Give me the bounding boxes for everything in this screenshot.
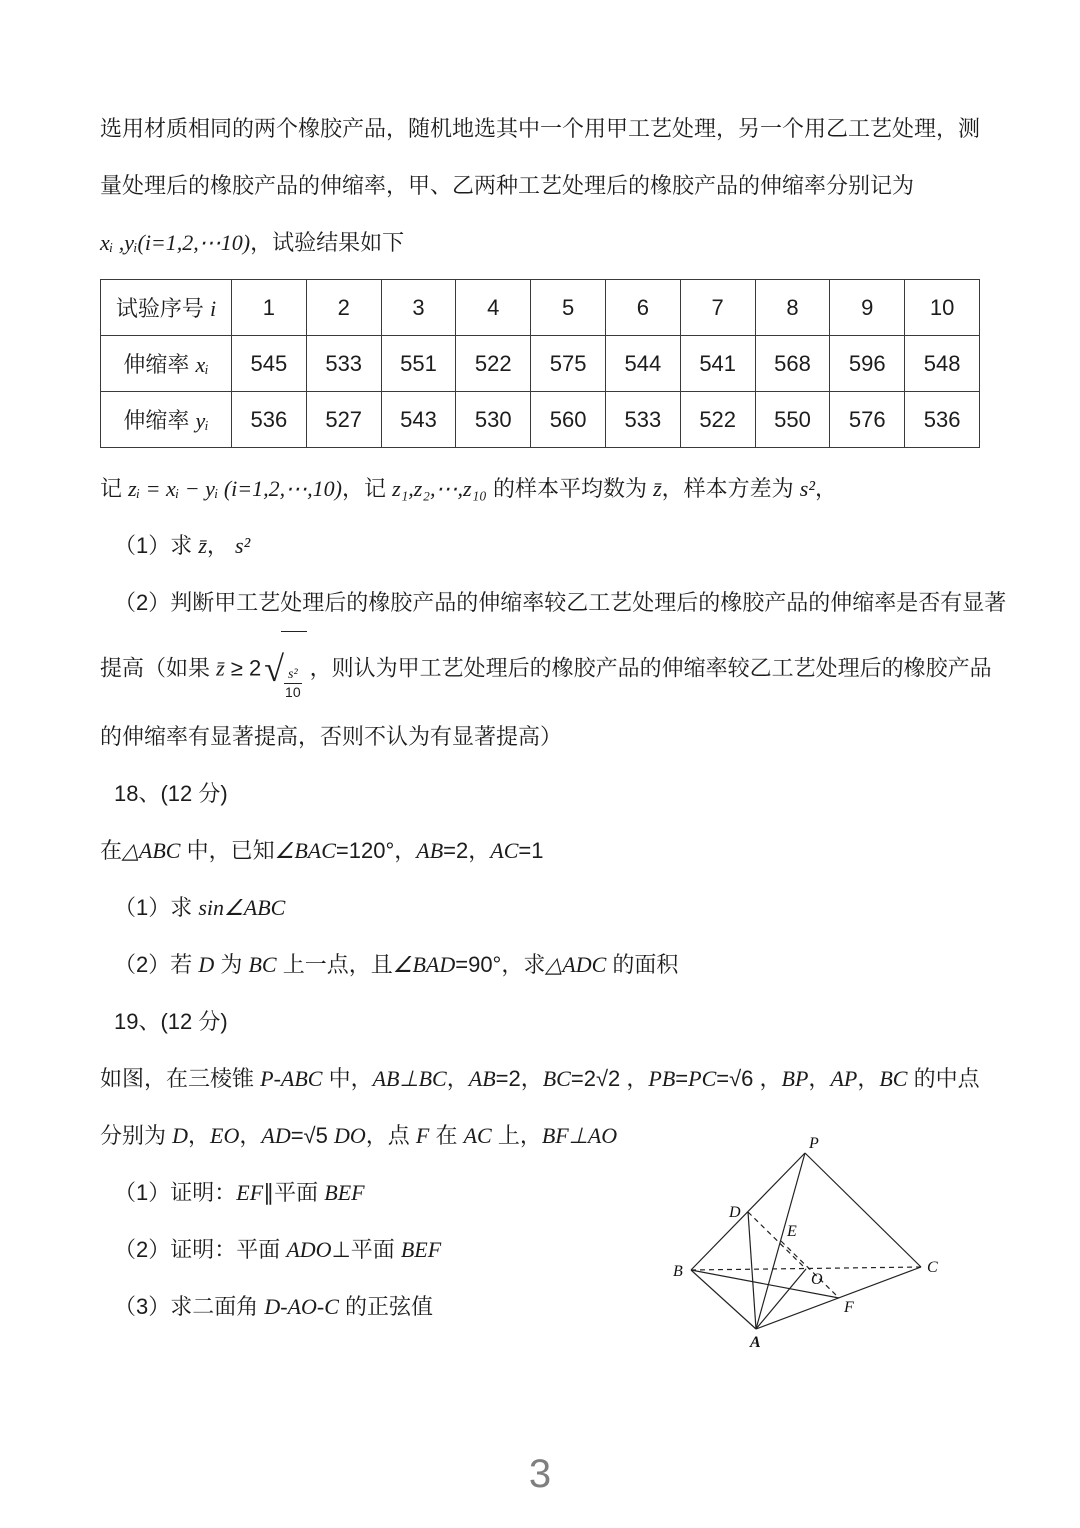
intro-line-3: xᵢ ,yᵢ(i=1,2,⋯10)，试验结果如下: [100, 230, 405, 255]
table-cell: 8: [755, 280, 830, 336]
table-cell: 4: [456, 280, 531, 336]
stat-definition-line: 记 zᵢ = xᵢ − yᵢ (i=1,2,⋯,10)，记 z₁,z₂,⋯,z₁₀ 的样本平均数为 z̄，样本方差为 s²，: [100, 476, 837, 501]
table-cell: 545: [232, 336, 307, 392]
page-number: 3: [528, 1452, 552, 1496]
table-cell: 527: [306, 392, 381, 448]
table-cell: 536: [232, 392, 307, 448]
q17-part1: （1）求 z̄， s²: [114, 533, 251, 558]
table-row-index: [101, 280, 980, 336]
figure-label-c: C: [927, 1259, 938, 1276]
table-cell: 543: [381, 392, 456, 448]
table-cell: 548: [905, 336, 980, 392]
table-cell: 536: [905, 392, 980, 448]
table-cell: 576: [830, 392, 905, 448]
figure-label-f: F: [844, 1299, 854, 1316]
figure-label-b: B: [673, 1263, 683, 1280]
tetrahedron-figure: [665, 1133, 975, 1361]
table-cell: 596: [830, 336, 905, 392]
q19-part2: （2）证明：平面 ADO⊥平面 BEF: [114, 1237, 442, 1262]
q18-statement: 在△ABC 中，已知∠BAC=120°，AB=2，AC=1: [100, 838, 544, 863]
table-cell: 533: [306, 336, 381, 392]
q17-part2-line2: 提高（如果 z̄ ≥ 2 √ $\frac{\text{s²}}{10}$ ，则认为甲工艺处理后的橡胶产品的伸缩率较乙工艺处理后的橡胶产品: [100, 631, 980, 708]
table-cell: 10: [905, 280, 980, 336]
table-cell: 575: [531, 336, 606, 392]
table-row-header-index: 试验序号 i: [101, 280, 232, 336]
table-cell: 551: [381, 336, 456, 392]
table-cell: 9: [830, 280, 905, 336]
table-cell: 2: [306, 280, 381, 336]
figure-label-p: P: [809, 1135, 819, 1152]
figure-label-a: A: [750, 1334, 761, 1351]
table-cell: 530: [456, 392, 531, 448]
table-cell: 3: [381, 280, 456, 336]
segment-do-dashed: [748, 1212, 806, 1269]
sqrt-expression: √ $\frac{\text{s²}}{10}$: [264, 631, 306, 708]
table-cell: 6: [605, 280, 680, 336]
table-cell: 7: [680, 280, 755, 336]
table-row-x: [101, 336, 980, 392]
table-row-header-x: 伸缩率 xᵢ: [101, 336, 232, 392]
q19-statement-line2: 分别为 D，EO，AD=√5 DO，点 F 在 AC 上，BF⊥AO: [100, 1123, 618, 1148]
table-cell: 550: [755, 392, 830, 448]
figure-label-o: O: [811, 1271, 823, 1288]
edge-bp: [691, 1153, 805, 1270]
intro-line-1: 选用材质相同的两个橡胶产品，随机地选其中一个用甲工艺处理，另一个用乙工艺处理，测: [100, 116, 981, 141]
edge-pc: [805, 1153, 921, 1267]
table-row-y: [101, 392, 980, 448]
question-18-heading: 18、(12 分): [114, 781, 228, 806]
q19-part3: （3）求二面角 D-AO-C 的正弦值: [114, 1294, 434, 1319]
q18-part1: （1）求 sin∠ABC: [114, 895, 286, 920]
table-cell: 544: [605, 336, 680, 392]
edge-ba: [691, 1270, 756, 1329]
figure-label-e: E: [787, 1223, 797, 1240]
table-cell: 541: [680, 336, 755, 392]
table-cell: 522: [456, 336, 531, 392]
edge-ap: [756, 1153, 805, 1329]
table-cell: 522: [680, 392, 755, 448]
q19-statement-line1: 如图，在三棱锥 P-ABC 中，AB⊥BC，AB=2，BC=2√2 ，PB=PC=√6 ，BP，AP，BC 的中点: [100, 1066, 980, 1091]
question-19-heading: 19、(12 分): [114, 1009, 228, 1034]
table-cell: 533: [605, 392, 680, 448]
q17-part2-line3: 的伸缩率有显著提高，否则不认为有显著提高）: [100, 724, 563, 749]
table-row-header-y: 伸缩率 yᵢ: [101, 392, 232, 448]
figure-label-d: D: [729, 1204, 741, 1221]
table-cell: 5: [531, 280, 606, 336]
table-cell: 1: [232, 280, 307, 336]
q18-part2: （2）若 D 为 BC 上一点，且∠BAD=90°，求△ADC 的面积: [114, 952, 679, 977]
q17-part2-line1: （2）判断甲工艺处理后的橡胶产品的伸缩率较乙工艺处理后的橡胶产品的伸缩率是否有显著: [114, 590, 1007, 615]
q19-part1: （1）证明：EF∥平面 BEF: [114, 1180, 365, 1205]
tetrahedron-svg: [665, 1133, 975, 1361]
table-cell: 560: [531, 392, 606, 448]
intro-line-2: 量处理后的橡胶产品的伸缩率，甲、乙两种工艺处理后的橡胶产品的伸缩率分别记为: [100, 173, 915, 198]
results-table: [100, 279, 980, 448]
segment-ad: [748, 1212, 756, 1329]
table-cell: 568: [755, 336, 830, 392]
